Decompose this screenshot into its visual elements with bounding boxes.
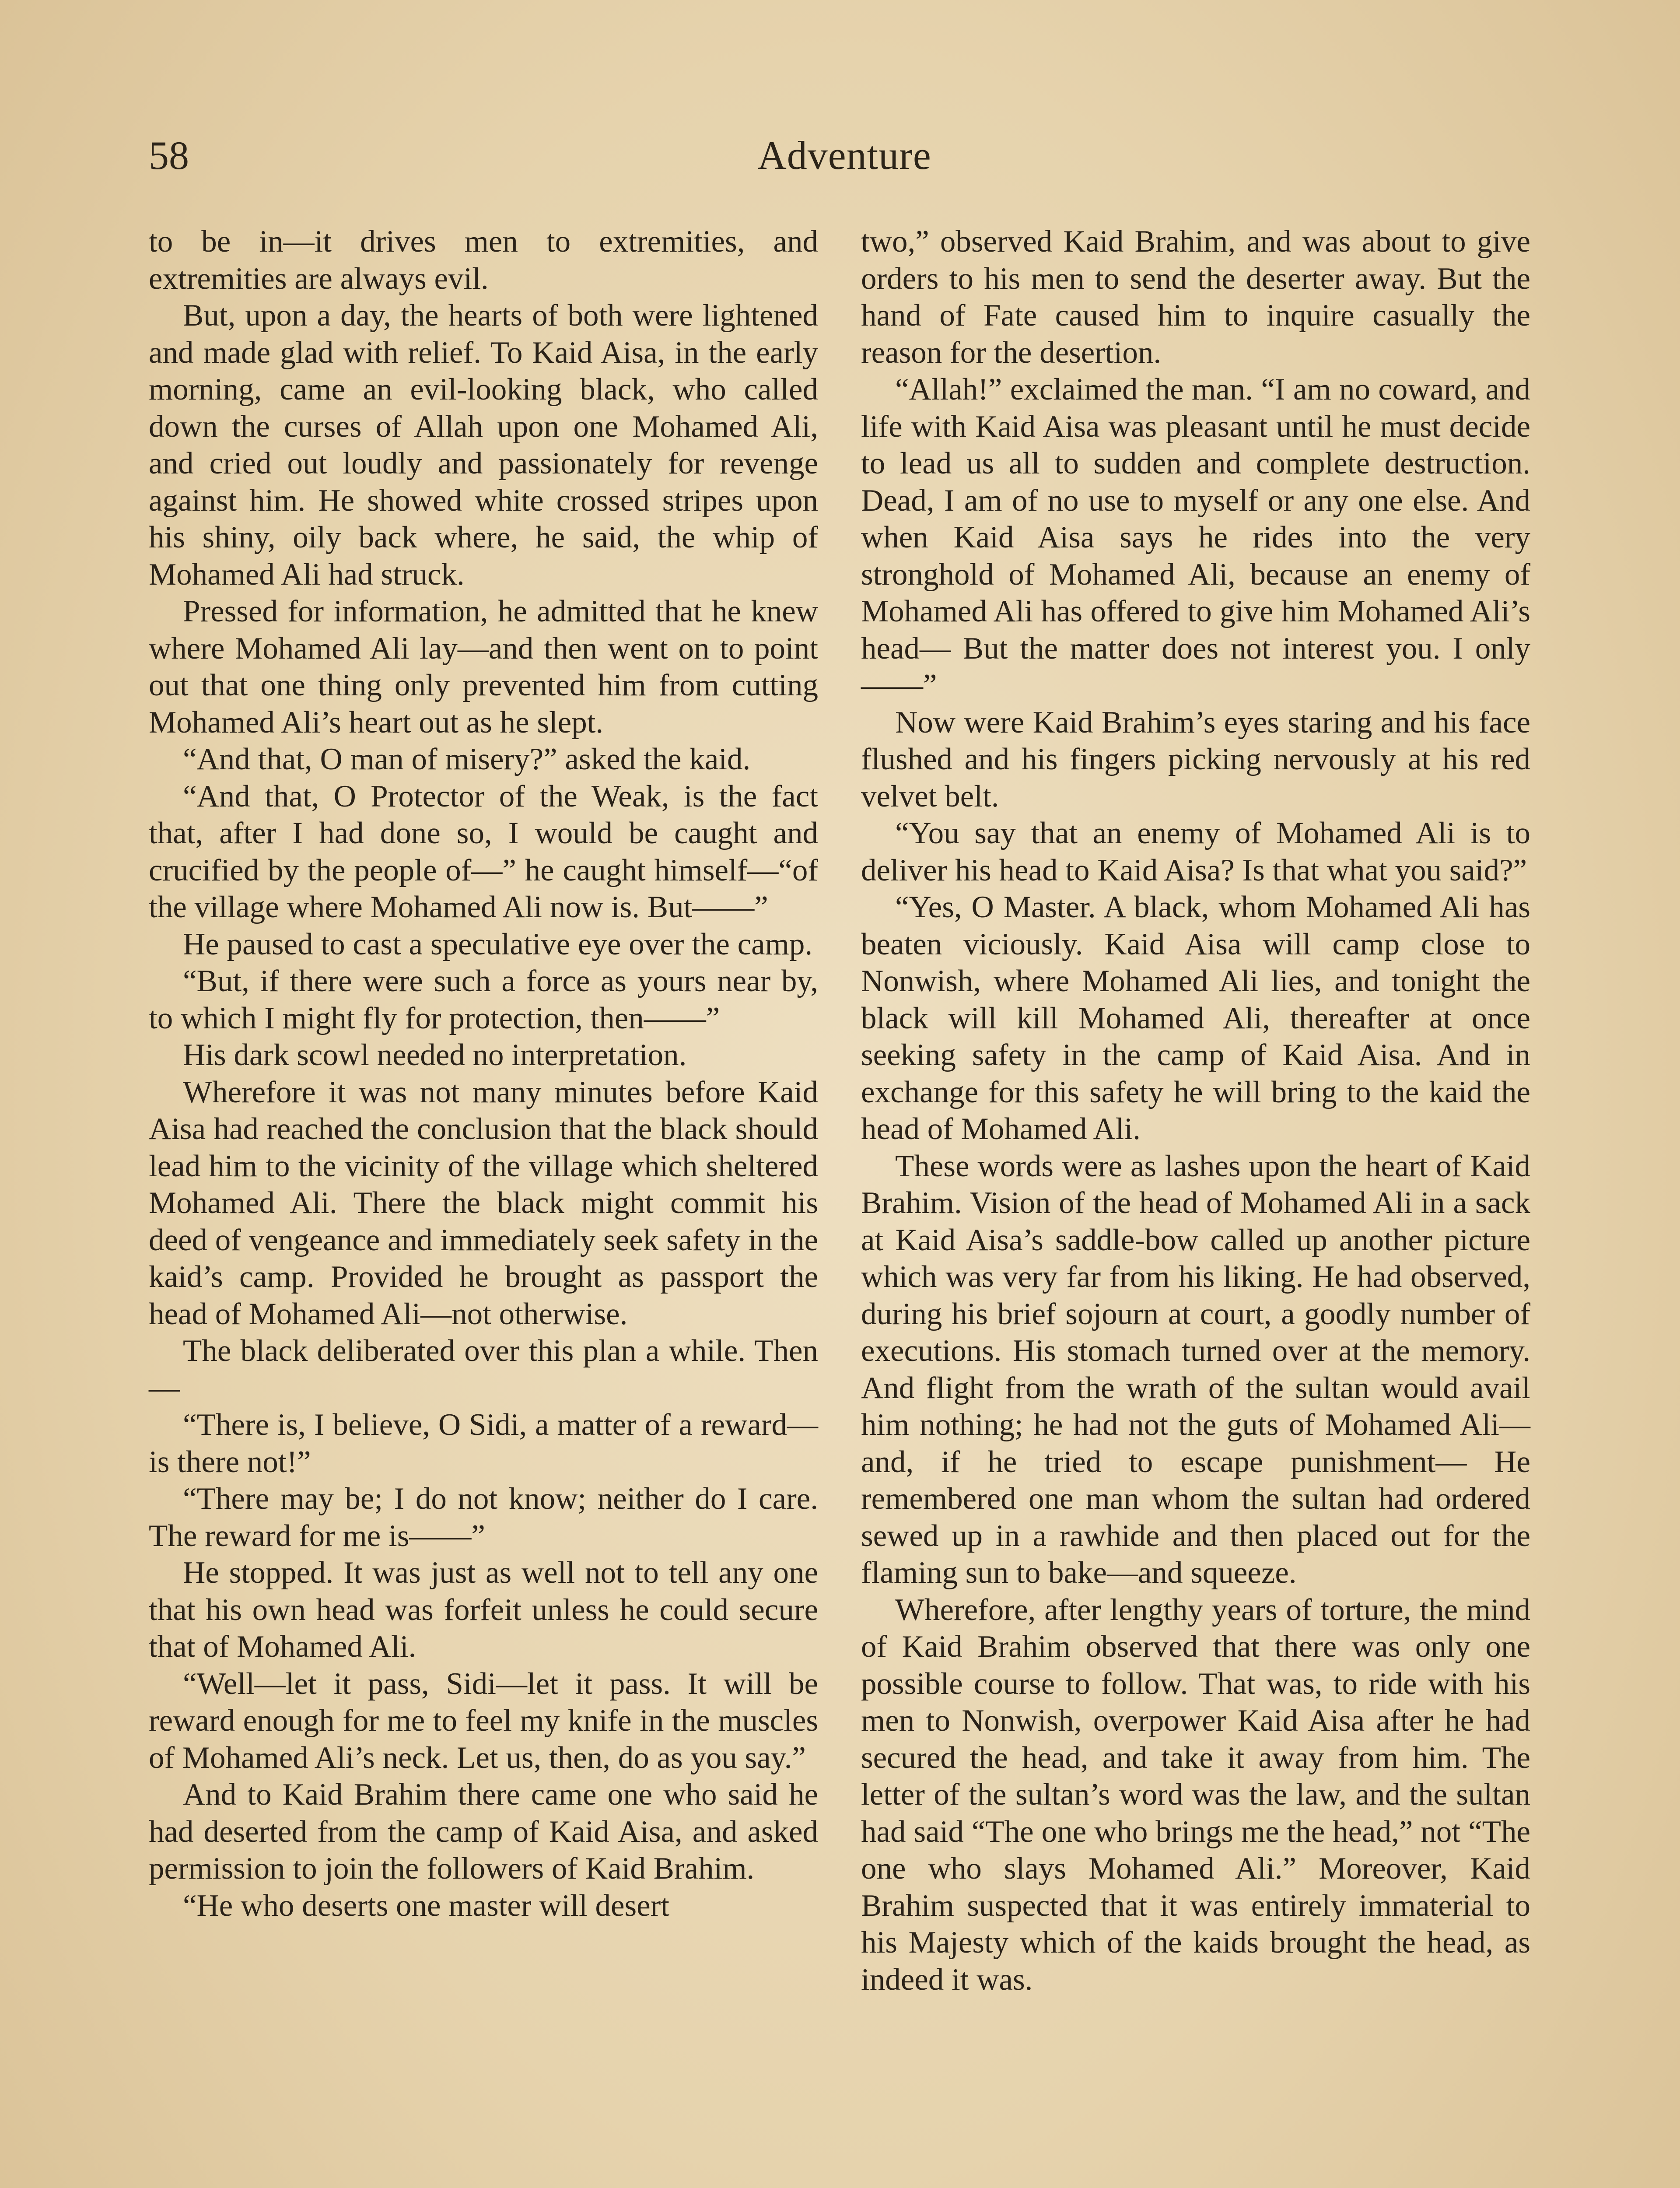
- paragraph: And to Kaid Brahim there came one who said he had deserted from the camp of Kaid Aisa, and asked permission to join the followers of Kaid Brahim.: [149, 1778, 818, 1886]
- paragraph: “But, if there were such a force as yours near by, to which I might fly for protection, then——”: [149, 964, 818, 1035]
- paragraph: “Yes, O Master. A black, whom Mohamed Ali has beaten viciously. Kaid Aisa will camp close to Nonwish, where Mohamed Ali lies, and tonight the black will kill Mohamed Ali, thereafter at once seeking safety in the camp of Kaid Aisa. And in exchange for this safety he will bring to the kaid the head of Mohamed Ali.: [861, 890, 1530, 1146]
- paragraph: “There may be; I do not know; neither do I care. The reward for me is——”: [149, 1482, 818, 1553]
- paragraph: “And that, O Protector of the Weak, is the fact that, after I had done so, I would be caught and crucified by the people of—” he caught himself—“of the village where Mohamed Ali now is. But——”: [149, 779, 818, 924]
- page-header: [149, 127, 1540, 184]
- paragraph: These words were as lashes upon the heart of Kaid Brahim. Vision of the head of Mohamed Ali in a sack at Kaid Aisa’s saddle-bow called up another picture which was very far from his liking. He had observed, during his brief sojourn at court, a goodly number of executions. His stomach turned over at the memory. And flight from the wrath of the sultan would avail him nothing; he had not the guts of Mohamed Ali—and, if he tried to escape punishment— He remembered one man whom the sultan had ordered sewed up in a rawhide and then placed out for the flaming sun to bake—and squeeze.: [861, 1149, 1530, 1590]
- paragraph: “And that, O man of misery?” asked the kaid.: [183, 742, 751, 776]
- paragraph: “Allah!” exclaimed the man. “I am no coward, and life with Kaid Aisa was pleasant until he must decide to lead us all to sudden and complete destruction. Dead, I am of no use to myself or any one else. And when Kaid Aisa says he rides into the very stronghold of Mohamed Ali, because an enemy of Mohamed Ali has offered to give him Mohamed Ali’s head— But the matter does not interest you. I only——”: [861, 372, 1530, 702]
- paragraph: “You say that an enemy of Mohamed Ali is to deliver his head to Kaid Aisa? Is that what you said?”: [861, 816, 1530, 887]
- paragraph: “He who deserts one master will desert: [183, 1888, 669, 1923]
- page-number: 58: [149, 133, 189, 178]
- paragraph: Pressed for information, he admitted that he knew where Mohamed Ali lay—and then went on to point out that one thing only prevented him from cutting Mohamed Ali’s heart out as he slept.: [149, 594, 818, 740]
- paragraph: The black deliberated over this plan a while. Then—: [149, 1334, 818, 1405]
- paragraph: two,” observed Kaid Brahim, and was about to give orders to his men to send the deserter away. But the hand of Fate caused him to inquire casually the reason for the desertion.: [861, 224, 1530, 370]
- right-column: [861, 223, 1530, 1998]
- paragraph: “Well—let it pass, Sidi—let it pass. It will be reward enough for me to feel my knife in the muscles of Mohamed Ali’s neck. Let us, then, do as you say.”: [149, 1666, 818, 1775]
- paragraph: He paused to cast a speculative eye over the camp.: [183, 927, 813, 961]
- paragraph: His dark scowl needed no interpretation.: [183, 1038, 687, 1072]
- paragraph: to be in—it drives men to extremities, and extremities are always evil.: [149, 224, 818, 296]
- left-column: [149, 223, 818, 1924]
- paragraph: Now were Kaid Brahim’s eyes staring and his face flushed and his fingers picking nervously at his red velvet belt.: [861, 705, 1530, 813]
- paragraph: Wherefore it was not many minutes before Kaid Aisa had reached the conclusion that the black should lead him to the vicinity of the village which sheltered Mohamed Ali. There the black might commit his deed of vengeance and immediately seek safety in the kaid’s camp. Provided he brought as passport the head of Mohamed Ali—not otherwise.: [149, 1075, 818, 1331]
- paragraph: “There is, I believe, O Sidi, a matter of a reward—is there not!”: [149, 1408, 818, 1479]
- magazine-title: Adventure: [757, 133, 931, 178]
- paragraph: He stopped. It was just as well not to tell any one that his own head was forfeit unless he could secure that of Mohamed Ali.: [149, 1556, 818, 1664]
- paragraph: But, upon a day, the hearts of both were lightened and made glad with relief. To Kaid Aisa, in the early morning, came an evil-looking black, who called down the curses of Allah upon one Mohamed Ali, and cried out loudly and passionately for revenge against him. He showed white crossed stripes upon his shiny, oily back where, he said, the whip of Mohamed Ali had struck.: [149, 298, 818, 592]
- paragraph: Wherefore, after lengthy years of torture, the mind of Kaid Brahim observed that there was only one possible course to follow. That was, to ride with his men to Nonwish, overpower Kaid Aisa after he had secured the head, and take it away from him. The letter of the sultan’s word was the law, and the sultan had said “The one who brings me the head,” not “The one who slays Mohamed Ali.” Moreover, Kaid Brahim suspected that it was entirely immaterial to his Majesty which of the kaids brought the head, as indeed it was.: [861, 1592, 1530, 1997]
